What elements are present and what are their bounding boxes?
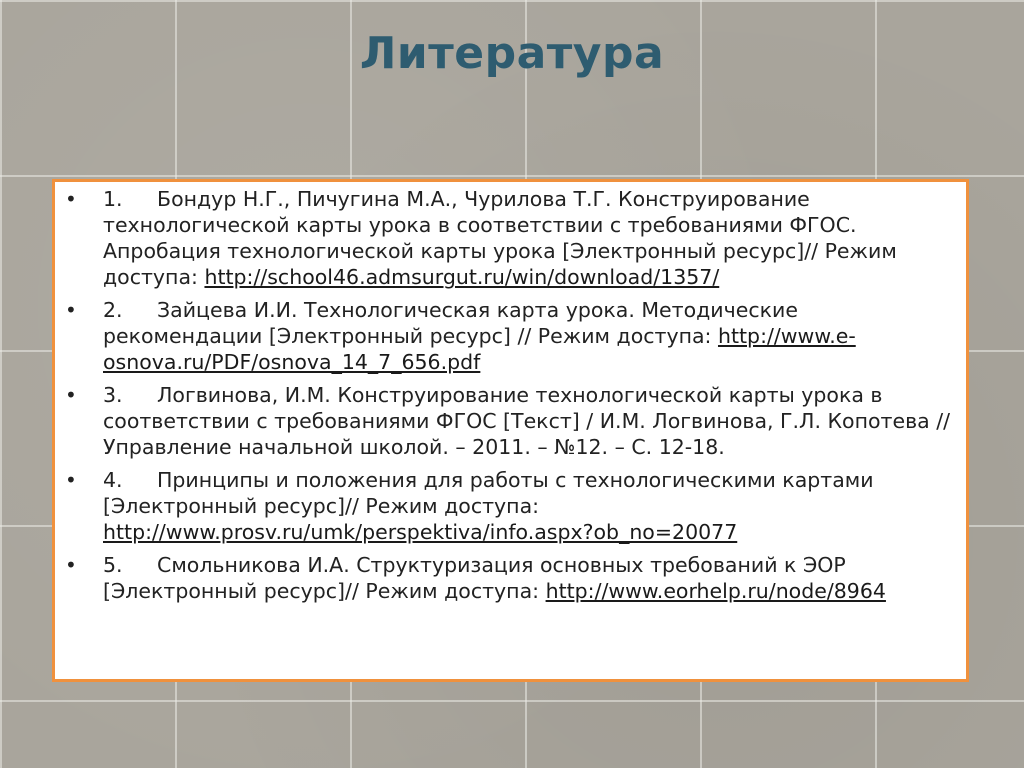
reference-number: 5.	[103, 553, 123, 577]
reference-item-4	[65, 467, 956, 545]
reference-link[interactable]: http://www.eorhelp.ru/node/8964	[545, 579, 886, 603]
bullet-icon: •	[65, 553, 77, 577]
reference-number: 3.	[103, 383, 123, 407]
reference-item-5	[65, 552, 956, 604]
reference-text: Логвинова, И.М. Конструирование технологической карты урока в соответствии с требованиями ФГОС [Текст] / И.М. Логвинова, Г.Л. Копотева // Управление начальной школой. – 2011. – №12. – С. 12-18.	[103, 383, 951, 459]
references-box	[52, 179, 969, 682]
reference-link[interactable]: http://www.prosv.ru/umk/perspektiva/info.aspx?ob_no=20077	[103, 520, 738, 544]
references-list	[55, 182, 966, 604]
reference-text: Зайцева И.И. Технологическая карта урока. Методические рекомендации [Электронный ресурс] // Режим доступа:	[103, 298, 798, 348]
bullet-icon: •	[65, 187, 77, 211]
slide-title: Литература	[359, 28, 665, 79]
bullet-icon: •	[65, 468, 77, 492]
reference-number: 4.	[103, 468, 123, 492]
reference-number: 2.	[103, 298, 123, 322]
reference-text: Смольникова И.А. Структуризация основных требований к ЭОР [Электронный ресурс]// Режим доступа:	[103, 553, 846, 603]
reference-text: Принципы и положения для работы с технологическими картами [Электронный ресурс]// Режим доступа:	[103, 468, 874, 518]
reference-number: 1.	[103, 187, 123, 211]
reference-link[interactable]: http://www.e-osnova.ru/PDF/osnova_14_7_656.pdf	[103, 324, 856, 374]
reference-item-1	[65, 186, 956, 290]
reference-link[interactable]: http://school46.admsurgut.ru/win/download/1357/	[204, 265, 720, 289]
bullet-icon: •	[65, 383, 77, 407]
reference-text: Бондур Н.Г., Пичугина М.А., Чурилова Т.Г. Конструирование технологической карты урока в соответствии с требованиями ФГОС. Апробация технологической карты урока [Электронный ресурс]// Режим доступа:	[103, 187, 897, 289]
reference-item-2	[65, 297, 956, 375]
bullet-icon: •	[65, 298, 77, 322]
reference-item-3	[65, 382, 956, 460]
